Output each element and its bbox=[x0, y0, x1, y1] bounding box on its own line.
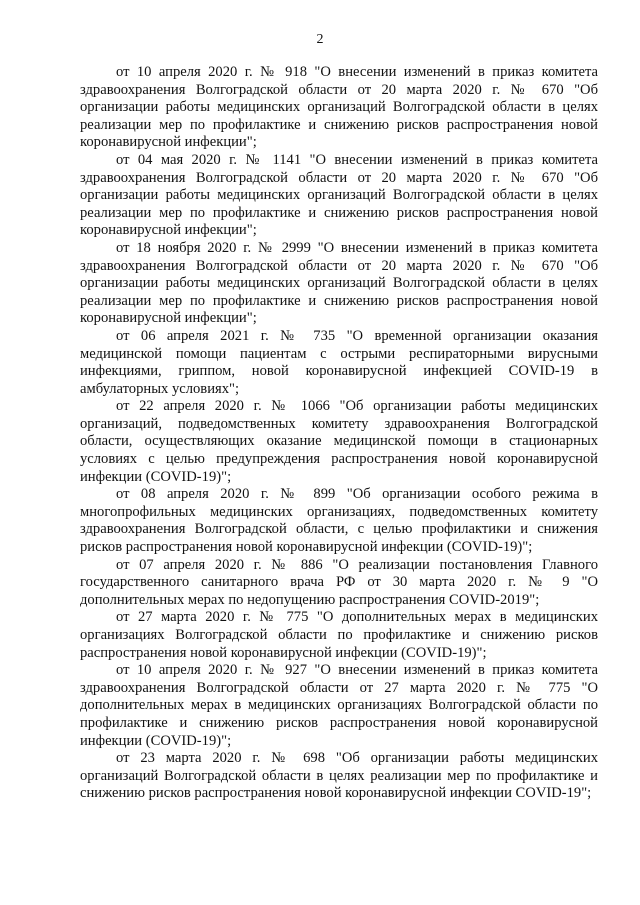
order-paragraph: от 07 апреля 2020 г. № 886 "О реализации постановления Главного государственного санитарного врача РФ от 30 марта 2020 г. № 9 "О дополнительных мерах по недопущению распространения COVID-2019"; bbox=[80, 556, 598, 608]
order-paragraph: от 23 марта 2020 г. № 698 "Об организации работы медицинских организаций Волгоградской области в целях реализации мер по профилактике и снижению рисков распространения новой коронавирусной инфекции COVID-19"; bbox=[80, 750, 598, 802]
order-paragraph: от 10 апреля 2020 г. № 918 "О внесении изменений в приказ комитета здравоохранения Волгоградской области от 20 марта 2020 г. № 670 "Об организации работы медицинских организаций Волгоградской области в целях реализации мер по профилактике и снижению рисков распространения новой коронавирусной инфекции"; bbox=[80, 64, 598, 151]
order-paragraph: от 22 апреля 2020 г. № 1066 "Об организации работы медицинских организаций, подведомственных комитету здравоохранения Волгоградской области, осуществляющих оказание медицинской помощи в стационарных условиях с целью предупреждения распространения новой коронавирусной инфекции (COVID-19)"; bbox=[80, 398, 598, 485]
document-body bbox=[80, 64, 598, 803]
order-paragraph: от 08 апреля 2020 г. № 899 "Об организации особого режима в многопрофильных медицинских организациях, подведомственных комитету здравоохранения Волгоградской области, с целью профилактики и снижения рисков распространения новой коронавирусной инфекции (COVID-19)"; bbox=[80, 486, 598, 556]
order-paragraph: от 04 мая 2020 г. № 1141 "О внесении изменений в приказ комитета здравоохранения Волгоградской области от 20 марта 2020 г. № 670 "Об организации работы медицинских организаций Волгоградской области в целях реализации мер по профилактике и снижению рисков распространения новой коронавирусной инфекции"; bbox=[80, 151, 598, 239]
order-paragraph: от 10 апреля 2020 г. № 927 "О внесении изменений в приказ комитета здравоохранения Волгоградской области от 27 марта 2020 г. № 775 "О дополнительных мерах в медицинских организациях Волгоградской области по профилактике и снижению рисков распространения новой коронавирусной инфекции (COVID-19)"; bbox=[80, 662, 598, 749]
page-number: 2 bbox=[316, 32, 324, 47]
order-paragraph: от 06 апреля 2021 г. № 735 "О временной организации оказания медицинской помощи пациентам с острыми респираторными вирусными инфекциями, гриппом, новой коронавирусной инфекцией COVID-19 в амбулаторных условиях"; bbox=[80, 327, 598, 397]
order-paragraph: от 27 марта 2020 г. № 775 "О дополнительных мерах в медицинских организациях Волгоградской области по профилактике и снижению рисков распространения новой коронавирусной инфекции (COVID-19)"; bbox=[80, 609, 598, 661]
order-paragraph: от 18 ноября 2020 г. № 2999 "О внесении изменений в приказ комитета здравоохранения Волгоградской области от 20 марта 2020 г. № 670 "Об организации работы медицинских организаций Волгоградской области в целях реализации мер по профилактике и снижению рисков распространения новой коронавирусной инфекции"; bbox=[80, 239, 598, 327]
